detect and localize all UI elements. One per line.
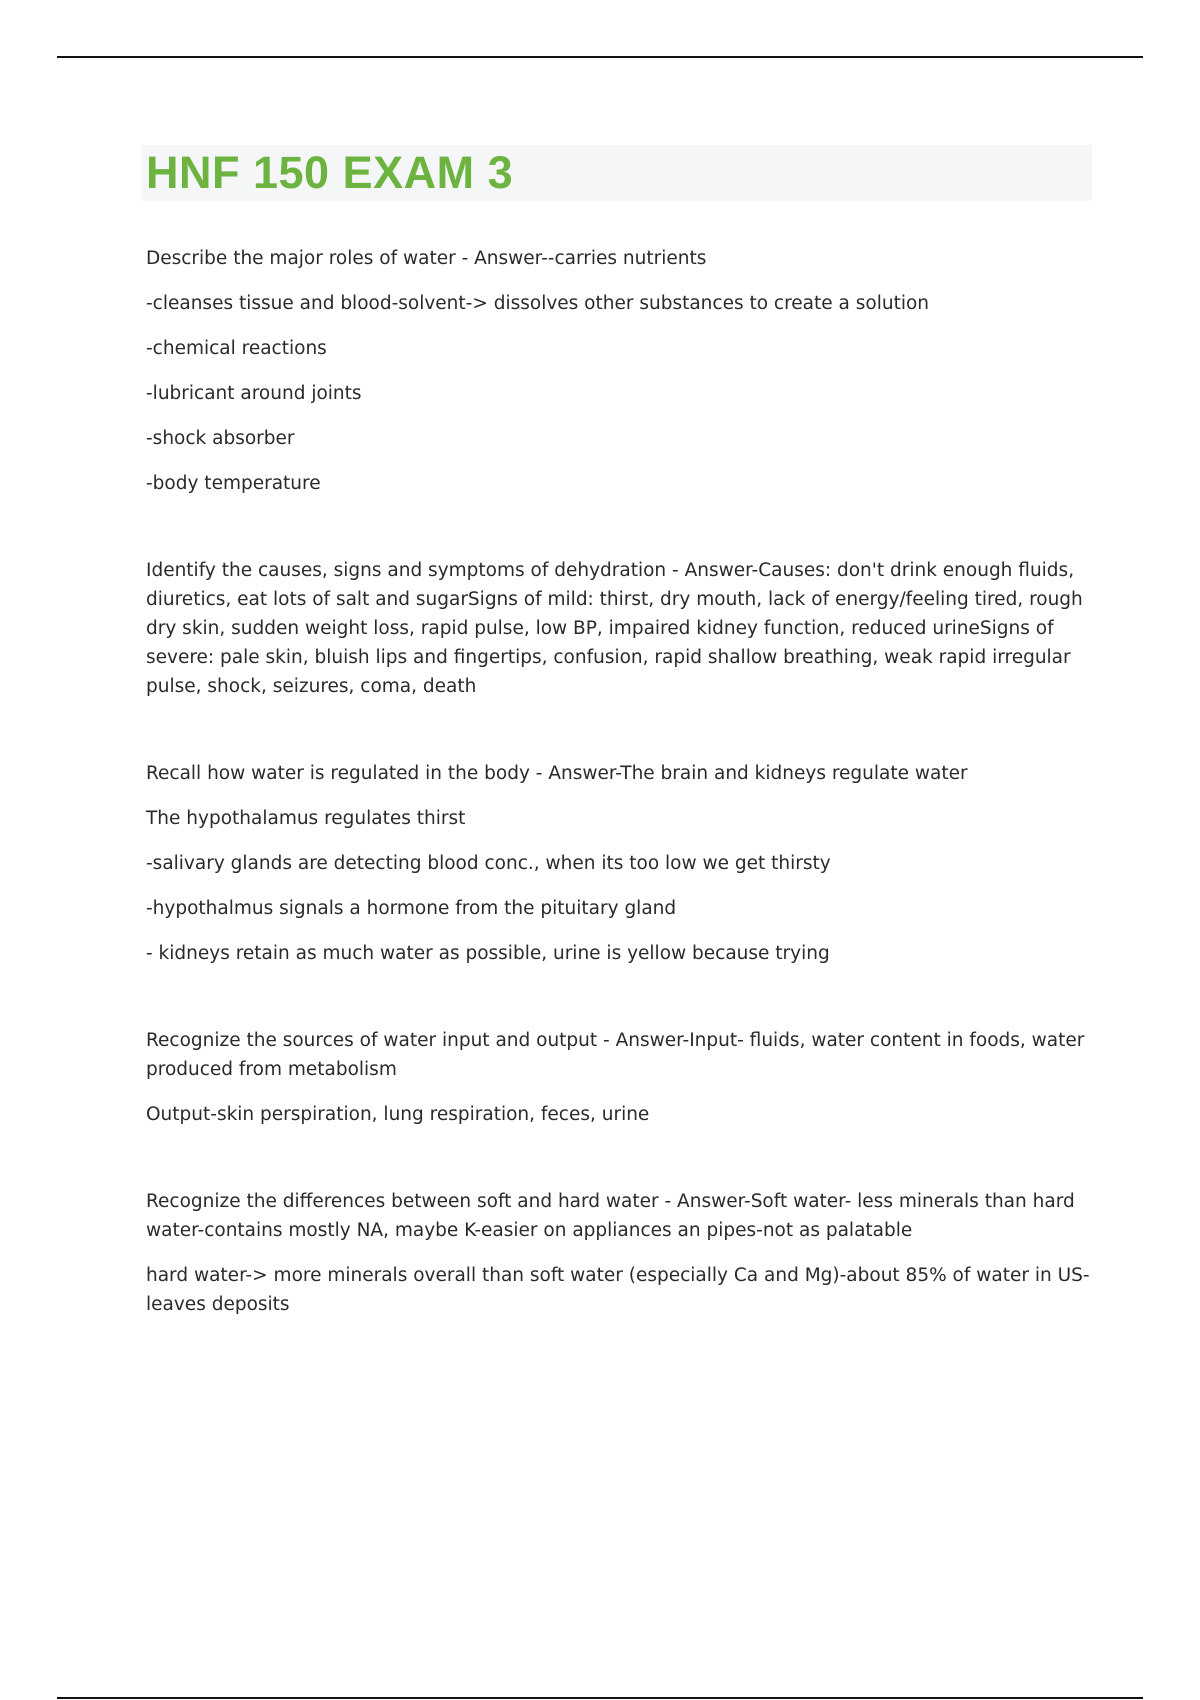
question-paragraph: Identify the causes, signs and symptoms of dehydration - Answer-Causes: don't drink enough fluids, diuretics, eat lots of salt and sugarSigns of mild: thirst, dry mouth, lack of energy/feeling tired, rough dry skin, sudden weight loss, rapid pulse, low BP, impaired kidney function, reduced urineSigns of severe: pale skin, bluish lips and fingertips, confusion, rapid shallow breathing, weak rapid irregular pulse, shock, seizures, coma, death — [146, 560, 1083, 697]
question-paragraph: Recognize the differences between soft and hard water - Answer-Soft water- less minerals than hard water-contains mostly NA, maybe K-easier on appliances an pipes-not as palatable — [146, 1191, 1075, 1241]
qa-block-soft-hard-water — [146, 1187, 1091, 1319]
answer-paragraph: -chemical reactions — [146, 338, 327, 359]
qa-block-dehydration — [146, 556, 1091, 701]
answer-paragraph: -lubricant around joints — [146, 383, 362, 404]
answer-paragraph: -hypothalmus signals a hormone from the pituitary gland — [146, 898, 677, 919]
answer-paragraph: -salivary glands are detecting blood conc., when its too low we get thirsty — [146, 853, 831, 874]
answer-paragraph: hard water-> more minerals overall than soft water (especially Ca and Mg)-about 85% of water in US-leaves deposits — [146, 1265, 1090, 1315]
question-paragraph: Recognize the sources of water input and output - Answer-Input- fluids, water content in foods, water produced from metabolism — [146, 1030, 1085, 1080]
page-title: HNF 150 EXAM 3 — [146, 147, 514, 198]
answer-paragraph: -body temperature — [146, 473, 321, 494]
page-top-rule — [57, 56, 1143, 58]
qa-block-water-roles — [146, 244, 1091, 498]
page-bottom-rule — [57, 1697, 1143, 1699]
document-body — [146, 244, 1091, 1335]
answer-paragraph: The hypothalamus regulates thirst — [146, 808, 466, 829]
qa-block-water-sources — [146, 1026, 1091, 1129]
answer-paragraph: -shock absorber — [146, 428, 295, 449]
question-paragraph: Recall how water is regulated in the body - Answer-The brain and kidneys regulate water — [146, 763, 968, 784]
question-paragraph: Describe the major roles of water - Answer--carries nutrients — [146, 248, 707, 269]
answer-paragraph: -cleanses tissue and blood-solvent-> dissolves other substances to create a solution — [146, 293, 930, 314]
qa-block-water-regulation — [146, 759, 1091, 968]
answer-paragraph: Output-skin perspiration, lung respiration, feces, urine — [146, 1104, 650, 1125]
answer-paragraph: - kidneys retain as much water as possible, urine is yellow because trying — [146, 943, 830, 964]
